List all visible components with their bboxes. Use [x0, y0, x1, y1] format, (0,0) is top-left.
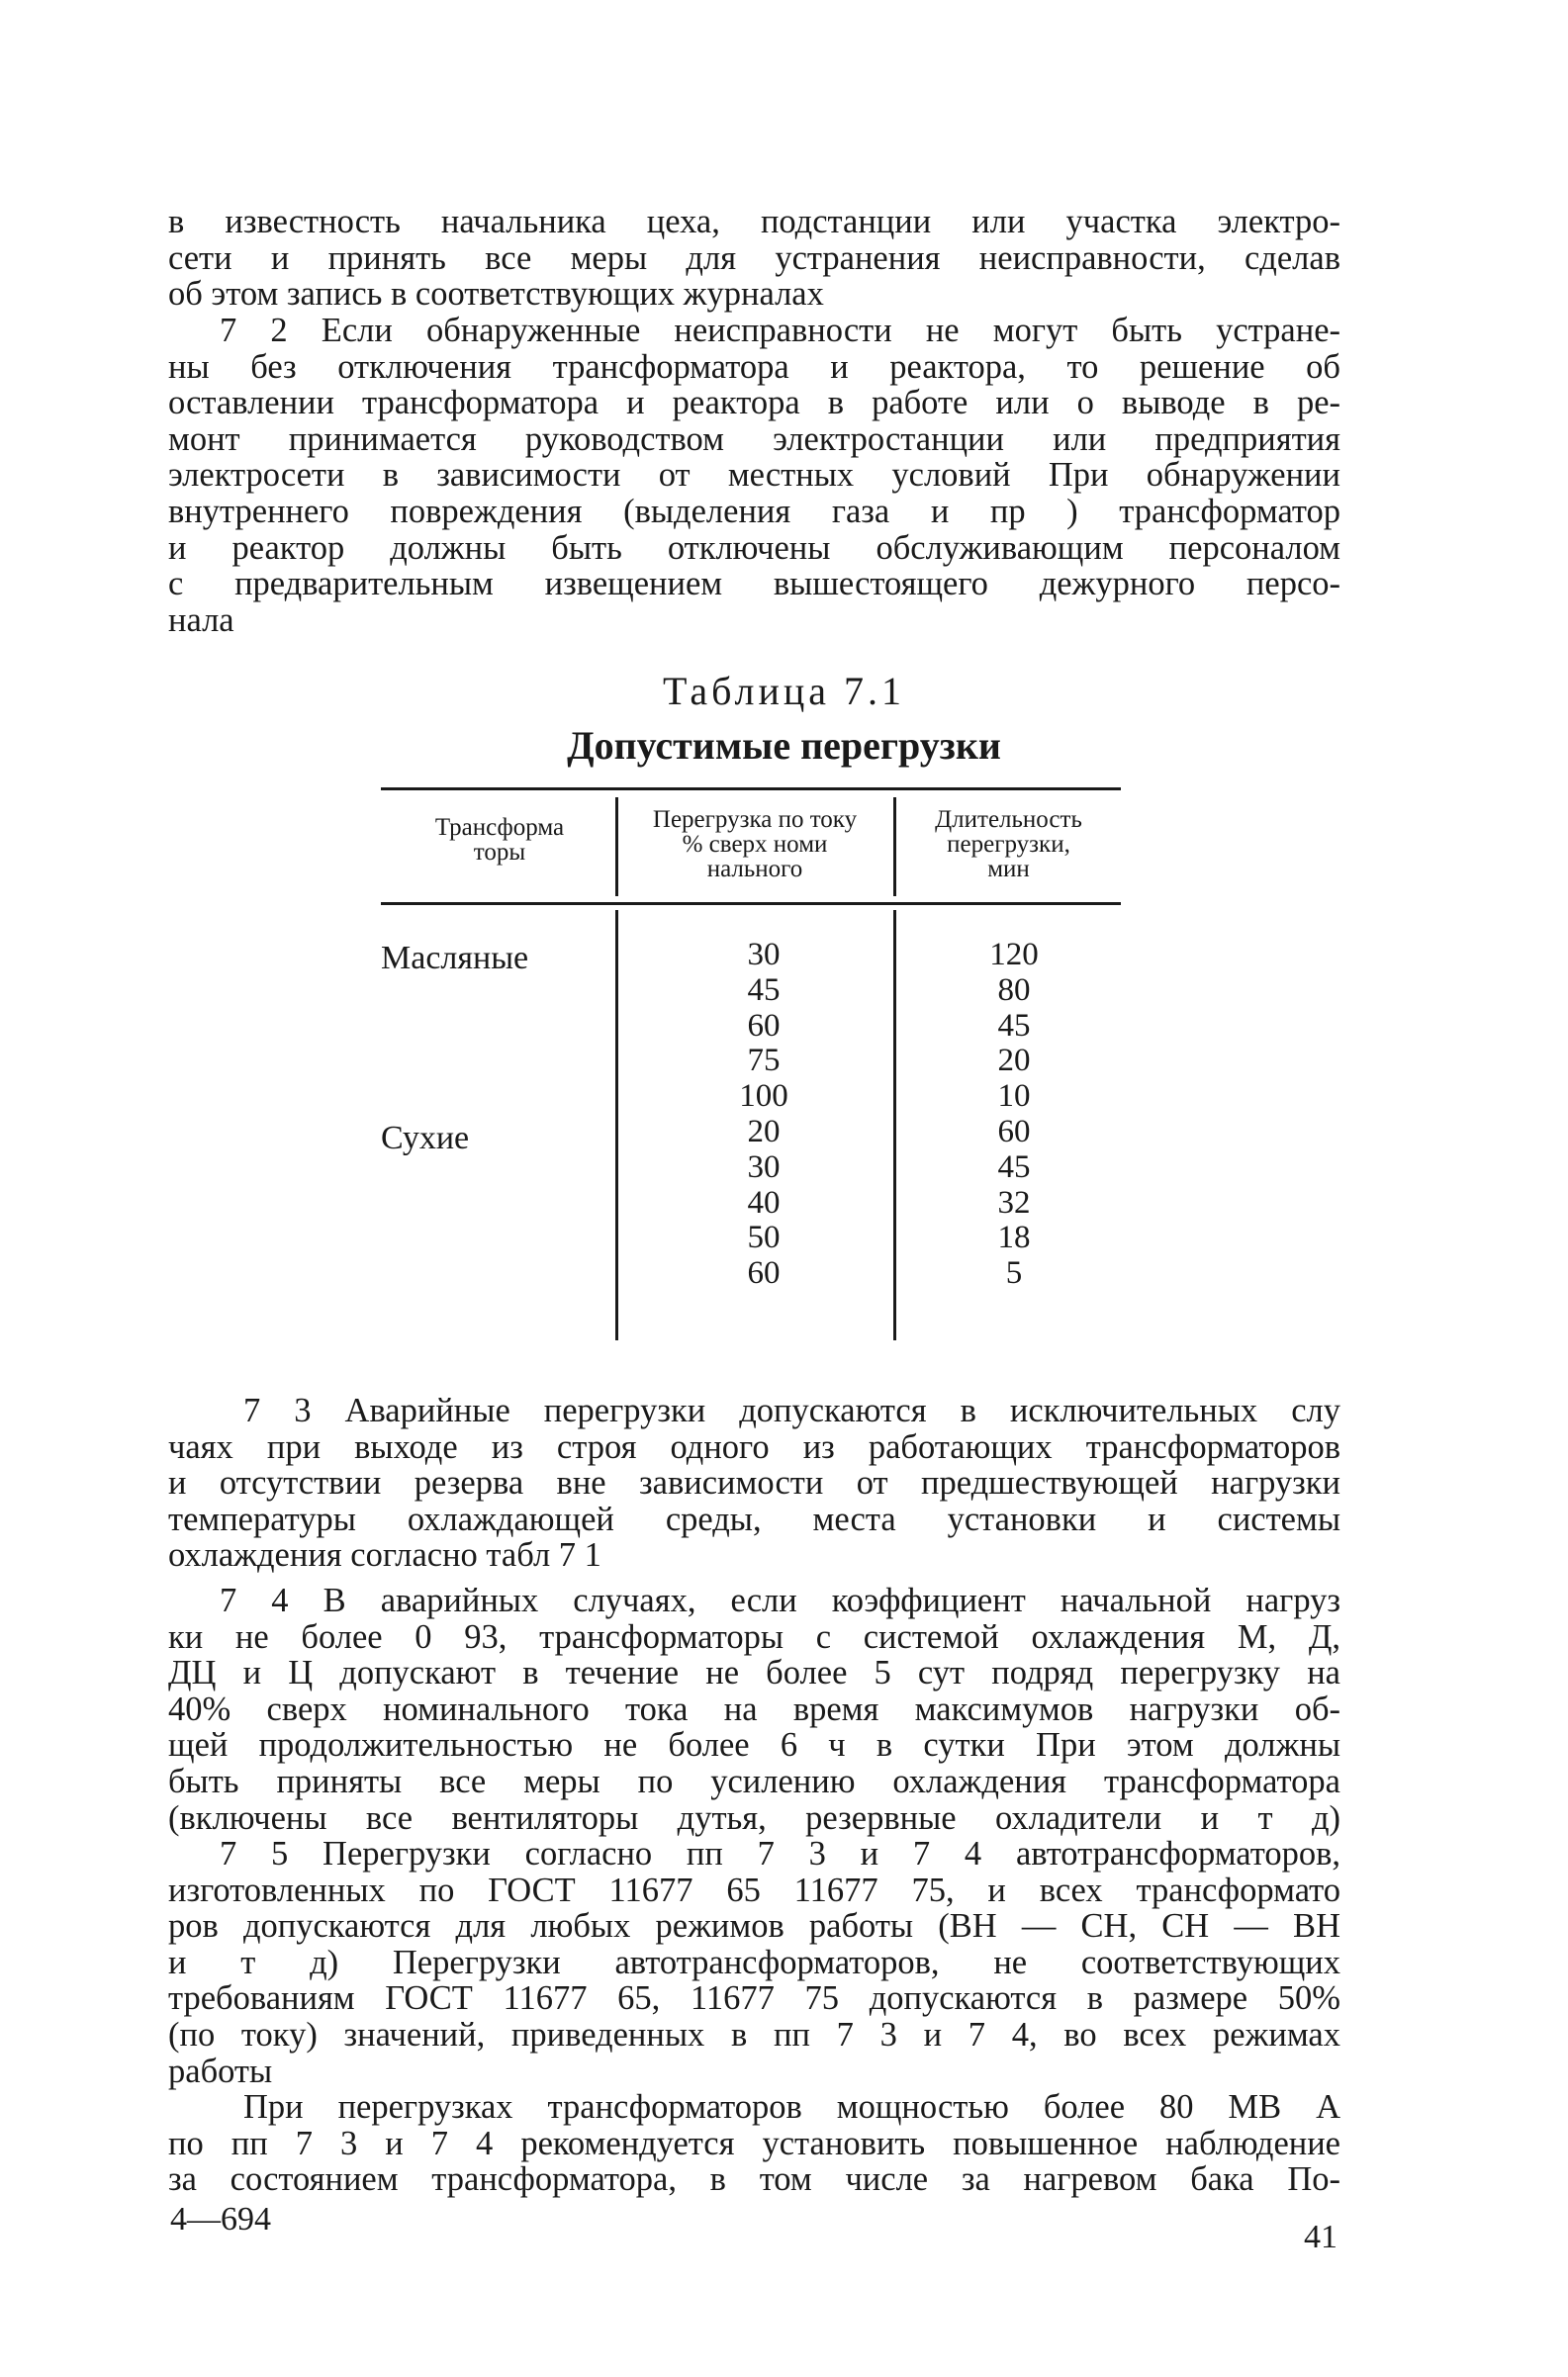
table-cell: 60 — [997, 1113, 1031, 1149]
paragraph-7-3 — [168, 1393, 1340, 1574]
text-line: охлаждения согласно табл 7 1 — [168, 1536, 601, 1575]
table-column-duration — [950, 938, 1078, 1292]
page-number: 41 — [1304, 2219, 1337, 2255]
table-cell: 50 — [747, 1220, 781, 1256]
table-cell: 120 — [989, 937, 1039, 972]
table-caption: Таблица 7.1 — [662, 669, 906, 713]
header-line: нального — [706, 856, 803, 882]
text-line: 40% сверх номинального тока на время максимумов нагрузки об- — [168, 1690, 1340, 1728]
table-header-type — [386, 815, 613, 865]
table-header-duration — [896, 807, 1121, 881]
table-cell: 80 — [997, 971, 1031, 1008]
table-cell: 75 — [747, 1043, 781, 1079]
table-cell: 45 — [747, 971, 781, 1008]
header-line: торы — [473, 839, 526, 866]
header-line: Длительность — [935, 806, 1082, 833]
text-line: и т д) Перегрузки автотрансформаторов, не соответствующих — [168, 1943, 1340, 1981]
text-line: с предварительным извещением вышестоящего дежурного персо- — [168, 565, 1340, 603]
table-cell: 20 — [747, 1113, 781, 1149]
table-cell: 60 — [747, 1255, 781, 1292]
table-column-overload — [694, 938, 833, 1292]
text-line: работы — [168, 2052, 273, 2090]
header-line: мин — [987, 856, 1030, 882]
text-line: сети и принять все меры для устранения неисправности, сделав — [168, 238, 1340, 277]
text-line: 7 2 Если обнаруженные неисправности не могут быть устране- — [220, 312, 1340, 349]
text-line: щей продолжительностью не более 6 ч в сутки При этом должны — [168, 1726, 1340, 1765]
text-line: и отсутствии резерва вне зависимости от предшествующей нагрузки — [168, 1464, 1340, 1503]
table-cell: 30 — [747, 1148, 781, 1185]
table-top-rule — [381, 787, 1121, 790]
header-line: % сверх номи — [682, 831, 828, 858]
text-line: нала — [168, 600, 234, 639]
table-title: Допустимые перегрузки — [567, 723, 1001, 768]
paragraph-7-5 — [168, 1836, 1340, 2089]
table-cell: 60 — [747, 1007, 781, 1044]
table-cell: 5 — [1005, 1255, 1023, 1292]
paragraph-7-2 — [168, 313, 1340, 638]
text-line: ки не более 0 93, трансформаторы с системой охлаждения М, Д, — [168, 1617, 1340, 1656]
table-cell: 100 — [739, 1078, 788, 1115]
text-line: и реактор должны быть отключены обслуживающим персоналом — [168, 528, 1340, 567]
header-line: перегрузки, — [947, 831, 1070, 858]
header-line: Перегрузка по току — [652, 806, 858, 833]
header-line: Трансформа — [434, 814, 565, 841]
paragraph-continuation — [168, 204, 1340, 313]
table-cell-type-dry: Сухие — [381, 1120, 470, 1156]
text-line: быть приняты все меры по усилению охлаждения трансформатора — [168, 1762, 1340, 1800]
paragraph-7-4 — [168, 1583, 1340, 1836]
table-cell: 20 — [997, 1043, 1031, 1079]
text-line: монт принимается руководством электростанции или предприятия — [168, 419, 1340, 458]
text-line: за состоянием трансформатора, в том числе за нагревом бака По- — [168, 2160, 1340, 2199]
text-line: оставлении трансформатора и реактора в работе или о выводе в ре- — [168, 384, 1340, 422]
table-cell: 45 — [997, 1007, 1031, 1044]
text-line: (по току) значений, приведенных в пп 7 3 и 7 4, во всех режимах — [168, 2015, 1340, 2054]
text-line: ров допускаются для любых режимов работы (ВН — СН, СН — ВН — [168, 1907, 1340, 1946]
table-cell: 45 — [997, 1148, 1031, 1185]
table-cell: 10 — [997, 1078, 1031, 1115]
table-column-divider — [615, 910, 618, 1340]
printer-signature: 4—694 — [170, 2201, 271, 2238]
table-column-divider — [893, 910, 896, 1340]
text-line: температуры охлаждающей среды, места установки и системы — [168, 1500, 1340, 1538]
text-line: ны без отключения трансформатора и реактора, то решение об — [168, 347, 1340, 386]
text-line: 7 5 Перегрузки согласно пп 7 3 и 7 4 автотрансформаторов, — [220, 1835, 1340, 1873]
text-line: по пп 7 3 и 7 4 рекомендуется установить повышенное наблюдение — [168, 2124, 1340, 2162]
text-line: ДЦ и Ц допускают в течение не более 5 сут подряд перегрузку на — [168, 1654, 1340, 1692]
text-line: внутреннего повреждения (выделения газа и пр ) трансформатор — [168, 492, 1340, 530]
text-line: изготовленных по ГОСТ 11677 65 11677 75, и всех трансформато — [168, 1871, 1340, 1909]
table-cell: 18 — [997, 1220, 1031, 1256]
text-line: При перегрузках трансформаторов мощностью более 80 МВ А — [243, 2088, 1340, 2126]
table-header-rule — [381, 902, 1121, 905]
text-line: в известность начальника цеха, подстанции или участка электро- — [168, 203, 1340, 240]
table-cell: 40 — [747, 1184, 781, 1221]
text-line: 7 3 Аварийные перегрузки допускаются в исключительных слу — [243, 1392, 1340, 1429]
table-cell: 30 — [747, 937, 781, 972]
text-line: об этом запись в соответствующих журналах — [168, 275, 824, 314]
text-line: (включены все вентиляторы дутья, резервные охладители и т д) — [168, 1798, 1340, 1837]
table-cell-type-oil: Масляные — [381, 940, 529, 976]
table-cell: 32 — [997, 1184, 1031, 1221]
text-line: требованиям ГОСТ 11677 65, 11677 75 допускаются в размере 50% — [168, 1979, 1340, 2018]
text-line: электросети в зависимости от местных условий При обнаружении — [168, 456, 1340, 495]
paragraph-overload-note — [168, 2089, 1340, 2198]
table-header-overload — [618, 807, 891, 881]
text-line: 7 4 В аварийных случаях, если коэффициент начальной нагруз — [220, 1582, 1340, 1619]
text-line: чаях при выходе из строя одного из работающих трансформаторов — [168, 1427, 1340, 1466]
